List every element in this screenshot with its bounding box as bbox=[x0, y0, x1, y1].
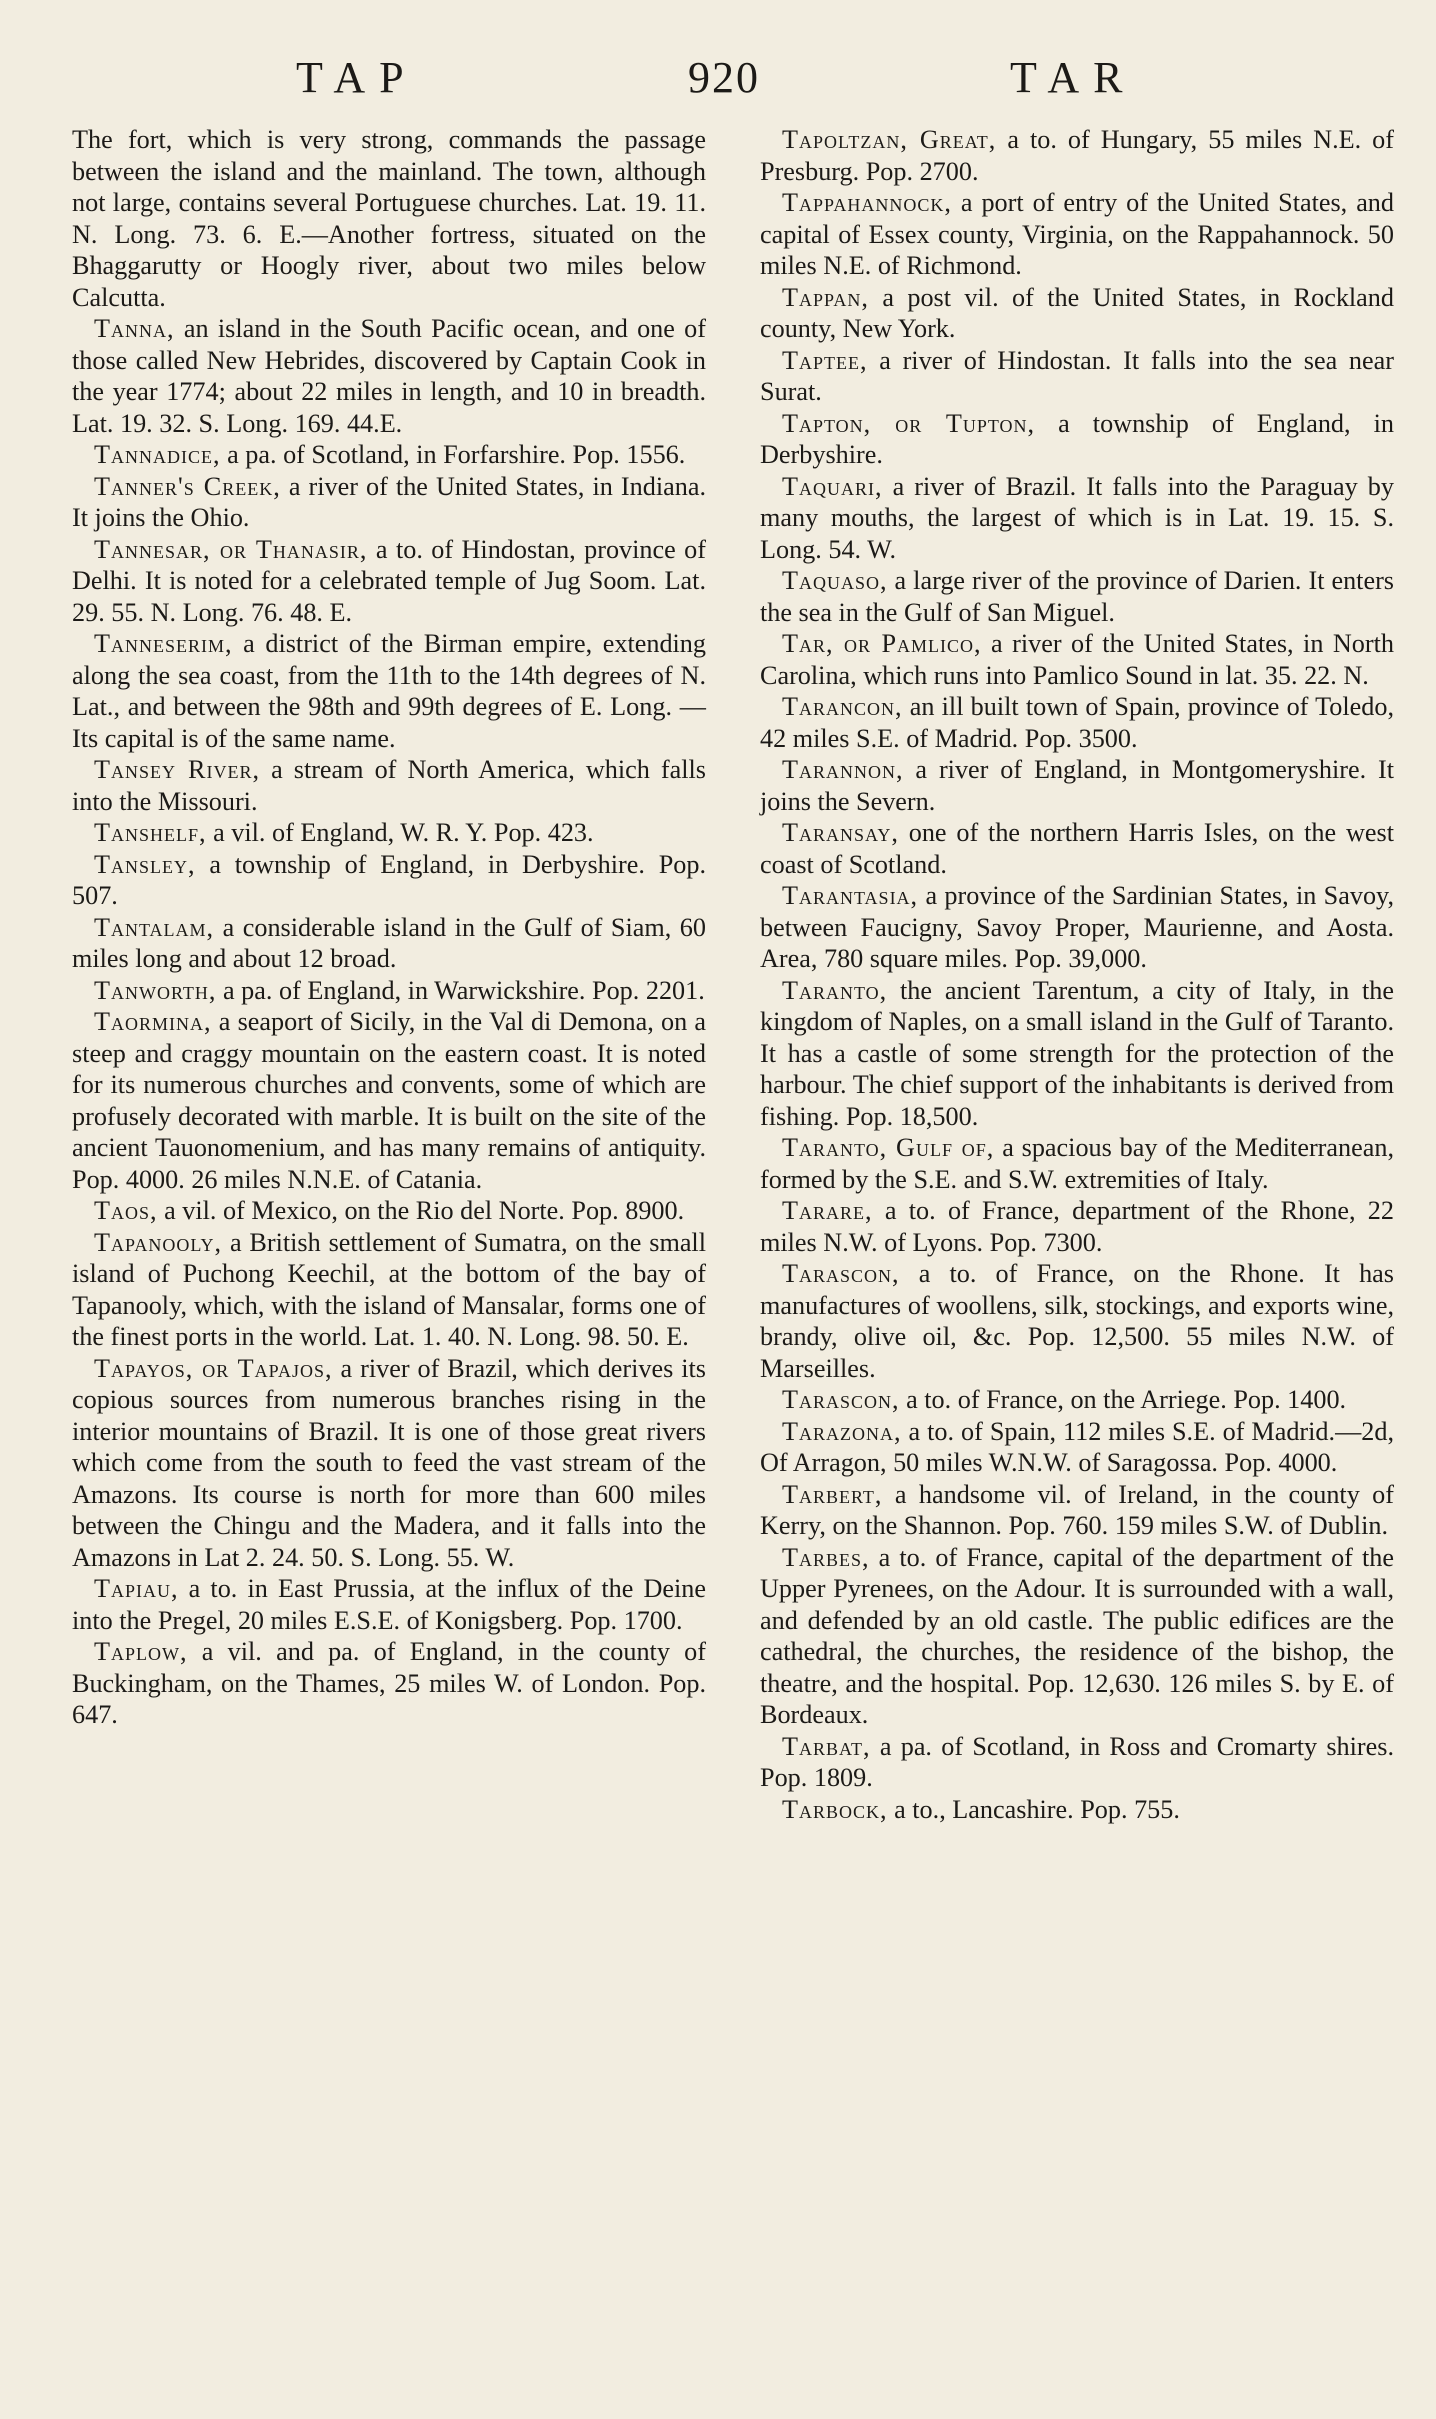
entry-headword: Taranto, bbox=[782, 975, 888, 1005]
gazetteer-entry bbox=[72, 1573, 706, 1636]
gazetteer-entry bbox=[760, 1479, 1394, 1542]
entry-text: a river of Hindostan. It falls into the sea near Surat. bbox=[760, 345, 1394, 406]
entry-text: a vil. and pa. of England, in the county of Buckingham, on the Thames, 25 miles W. of London. Pop. 647. bbox=[72, 1637, 706, 1729]
entry-headword: Tarazona, bbox=[782, 1416, 902, 1446]
entry-text: a seaport of Sicily, in the Val di Demona, on a steep and craggy mountain on the eastern coast. It is noted for its numerous churches and convents, some of which are profusely decorated with marble. It is built on the site of the ancient Tauonomenium, and has many remains of antiquity. Pop. 4000. 26 miles N.N.E. of Catania. bbox=[72, 1007, 706, 1194]
entry-headword: Tansley, bbox=[94, 849, 196, 879]
entry-text: a vil. of Mexico, on the Rio del Norte. Pop. 8900. bbox=[157, 1196, 685, 1225]
entry-headword: Tannadice, bbox=[94, 440, 221, 469]
entry-headword: Tapoltzan, Great, bbox=[782, 125, 997, 154]
entry-headword: Taplow, bbox=[94, 1637, 188, 1666]
entry-text: a township of England, in Derbyshire. bbox=[760, 408, 1394, 469]
gazetteer-entry bbox=[760, 975, 1394, 1133]
entry-headword: Taquari, bbox=[782, 471, 883, 501]
entry-text: a vil. of England, W. R. Y. Pop. 423. bbox=[206, 818, 594, 847]
entry-text: a to. of France, department of the Rhone, 22 miles N.W. of Lyons. Pop. 7300. bbox=[760, 1196, 1394, 1257]
gazetteer-entry bbox=[760, 187, 1394, 282]
gazetteer-entry bbox=[72, 124, 706, 313]
gazetteer-entry bbox=[760, 817, 1394, 880]
gazetteer-entry bbox=[760, 1794, 1394, 1826]
entry-text: a pa. of England, in Warwickshire. Pop. 2201. bbox=[216, 975, 705, 1005]
entry-headword: Taquaso, bbox=[782, 566, 888, 595]
entry-text: a river of England, in Montgomeryshire. It joins the Severn. bbox=[760, 755, 1394, 816]
entry-text: a spacious bay of the Mediterranean, formed by the S.E. and S.W. extremities of Italy. bbox=[760, 1133, 1394, 1194]
entry-text: a to. of France, capital of the department of the Upper Pyrenees, on the Adour. It is surrounded with a wall, and defended by an old castle. The public edifices are the cathedral, the churches, the residence of the bishop, the theatre, and the hospital. Pop. 12,630. 126 miles S. by E. of Bordeaux. bbox=[760, 1542, 1394, 1729]
entry-headword: Tapton, or Tupton, bbox=[782, 408, 1036, 438]
entry-headword: Taranto, Gulf of, bbox=[782, 1133, 995, 1162]
entry-text: a considerable island in the Gulf of Siam, 60 miles long and about 12 broad. bbox=[72, 912, 706, 973]
gazetteer-entry bbox=[72, 439, 706, 471]
entry-text: a handsome vil. of Ireland, in the county of Kerry, on the Shannon. Pop. 760. 159 miles S.W. of Dublin. bbox=[760, 1479, 1394, 1540]
entry-text: the ancient Tarentum, a city of Italy, in the kingdom of Naples, on a small island in the Gulf of Taranto. It has a castle of some strength for the protection of the harbour. The chief support of the inhabitants is derived from fishing. Pop. 18,500. bbox=[760, 975, 1394, 1131]
entry-text: The fort, which is very strong, commands the passage between the island and the mainland. The town, although not large, contains several Portuguese churches. Lat. 19. 11. N. Long. 73. 6. E.—Another fortress, situated on the Bhaggarutty or Hoogly river, about two miles below Calcutta. bbox=[72, 125, 706, 312]
entry-headword: Tarare, bbox=[782, 1196, 873, 1225]
entry-text: one of the northern Harris Isles, on the west coast of Scotland. bbox=[760, 818, 1394, 879]
gazetteer-entry bbox=[72, 817, 706, 849]
gazetteer-entry bbox=[760, 345, 1394, 408]
gazetteer-entry bbox=[760, 124, 1394, 187]
entry-text: a province of the Sardinian States, in Savoy, between Faucigny, Savoy Proper, Maurienne, and Aosta. Area, 780 square miles. Pop. 39,000. bbox=[760, 881, 1394, 973]
entry-text: a large river of the province of Darien. It enters the sea in the Gulf of San Miguel. bbox=[760, 566, 1394, 627]
entry-headword: Tapanooly, bbox=[94, 1227, 223, 1257]
gazetteer-entry bbox=[72, 975, 706, 1007]
entry-text: a to. in East Prussia, at the influx of the Deine into the Pregel, 20 miles E.S.E. of Konigsberg. Pop. 1700. bbox=[72, 1574, 706, 1635]
gazetteer-entry bbox=[72, 1006, 706, 1195]
gazetteer-entry bbox=[760, 565, 1394, 628]
entry-text: a river of the United States, in Indiana. It joins the Ohio. bbox=[72, 471, 706, 532]
entry-headword: Tarascon, bbox=[782, 1385, 900, 1414]
entry-headword: Tapiau, bbox=[94, 1574, 179, 1603]
entry-text: a river of Brazil. It falls into the Paraguay by many mouths, the largest of which is in Lat. 19. 15. S. Long. 54. W. bbox=[760, 471, 1394, 564]
entry-headword: Tanworth, bbox=[94, 975, 217, 1005]
gazetteer-entry bbox=[760, 628, 1394, 691]
page-number: 920 bbox=[688, 53, 760, 102]
gazetteer-entry bbox=[760, 1195, 1394, 1258]
entry-headword: Taos, bbox=[94, 1196, 158, 1225]
entry-text: a port of entry of the United States, and capital of Essex county, Virginia, on the Rappahannock. 50 miles N.E. of Richmond. bbox=[760, 188, 1394, 280]
gazetteer-entry bbox=[760, 691, 1394, 754]
entry-text: a pa. of Scotland, in Ross and Cromarty shires. Pop. 1809. bbox=[760, 1731, 1394, 1792]
entry-text: a pa. of Scotland, in Forfarshire. Pop. 1556. bbox=[220, 440, 686, 469]
entry-headword: Tanna, bbox=[94, 314, 175, 343]
entry-text: a to. of France, on the Rhone. It has manufactures of woollens, silk, stockings, and exports wine, brandy, olive oil, &c. Pop. 12,500. 55 miles N.W. of Marseilles. bbox=[760, 1259, 1394, 1383]
gazetteer-entry bbox=[760, 880, 1394, 975]
entry-text: a to. of Spain, 112 miles S.E. of Madrid.—2d, Of Arragon, 50 miles W.N.W. of Saragossa. Pop. 4000. bbox=[760, 1416, 1394, 1477]
entry-headword: Tappahannock, bbox=[782, 188, 952, 217]
entry-headword: Tanner's Creek, bbox=[94, 471, 281, 501]
header-left-guide-word: TAP bbox=[296, 53, 418, 102]
gazetteer-entry bbox=[72, 1227, 706, 1353]
gazetteer-entry bbox=[760, 282, 1394, 345]
gazetteer-entry bbox=[72, 1195, 706, 1227]
gazetteer-entry bbox=[72, 534, 706, 629]
entry-text: a British settlement of Sumatra, on the small island of Puchong Keechil, at the bottom of the bay of Tapanooly, which, with the island of Mansalar, forms one of the finest ports in the world. Lat. 1. 40. N. Long. 98. 50. E. bbox=[72, 1227, 706, 1351]
entry-headword: Tarannon, bbox=[782, 755, 904, 784]
entry-headword: Taormina, bbox=[94, 1007, 212, 1036]
entry-headword: Tarancon, bbox=[782, 692, 903, 721]
gazetteer-entry bbox=[760, 1384, 1394, 1416]
entry-headword: Tapayos, or Tapajos, bbox=[94, 1353, 333, 1383]
entry-text: an island in the South Pacific ocean, and one of those called New Hebrides, discovered by Captain Cook in the year 1774; about 22 miles in length, and 10 in breadth. Lat. 19. 32. S. Long. 169. 44.E. bbox=[72, 314, 706, 438]
entry-headword: Tannesar, or Thanasir, bbox=[94, 534, 368, 564]
entry-headword: Tarantasia, bbox=[782, 881, 919, 910]
entry-headword: Tansey River, bbox=[94, 755, 261, 784]
entry-text: a river of Brazil, which derives its copious sources from numerous branches rising in the interior mountains of Brazil. It is one of those great rivers which come from the south to feed the vast stream of the Amazons. Its course is north for more than 600 miles between the Chingu and the Madera, and it falls into the Amazons in Lat 2. 24. 50. S. Long. 55. W. bbox=[72, 1353, 706, 1572]
entry-headword: Tanshelf, bbox=[94, 818, 207, 847]
entry-text: a river of the United States, in North Carolina, which runs into Pamlico Sound in lat. 35. 22. N. bbox=[760, 629, 1394, 690]
gazetteer-entry bbox=[760, 408, 1394, 471]
entry-text: an ill built town of Spain, province of Toledo, 42 miles S.E. of Madrid. Pop. 3500. bbox=[760, 692, 1394, 753]
entry-headword: Taransay, bbox=[782, 818, 899, 847]
gazetteer-entry bbox=[72, 628, 706, 754]
entry-text: a to. of Hindostan, province of Delhi. It is noted for a celebrated temple of Jug Soom. Lat. 29. 55. N. Long. 76. 48. E. bbox=[72, 534, 706, 627]
gazetteer-entry bbox=[760, 1416, 1394, 1479]
gazetteer-entry bbox=[760, 1731, 1394, 1794]
entry-headword: Tarbock, bbox=[782, 1794, 888, 1824]
right-column bbox=[760, 124, 1394, 1825]
gazetteer-entry bbox=[72, 471, 706, 534]
entry-headword: Tarbert, bbox=[782, 1479, 883, 1509]
entry-headword: Tarbat, bbox=[782, 1731, 871, 1761]
entry-headword: Tanneserim, bbox=[94, 629, 233, 658]
entry-text: a township of England, in Derbyshire. Pop. 507. bbox=[72, 849, 706, 910]
gazetteer-entry bbox=[760, 1542, 1394, 1731]
entry-text: a to. of Hungary, 55 miles N.E. of Presburg. Pop. 2700. bbox=[760, 125, 1394, 186]
entry-headword: Tar, or Pamlico, bbox=[782, 629, 982, 658]
left-column bbox=[72, 124, 706, 1731]
gazetteer-entry bbox=[72, 849, 706, 912]
entry-text: a to., Lancashire. Pop. 755. bbox=[887, 1794, 1180, 1824]
gazetteer-entry bbox=[72, 1353, 706, 1574]
entry-text: a post vil. of the United States, in Rockland county, New York. bbox=[760, 282, 1394, 343]
entry-headword: Tarascon, bbox=[782, 1259, 900, 1288]
gazetteer-entry bbox=[72, 912, 706, 975]
gazetteer-entry bbox=[760, 1258, 1394, 1384]
entry-text: a district of the Birman empire, extending along the sea coast, from the 11th to the 14th degrees of N. Lat., and between the 98th and 99th degrees of E. Long. —Its capital is of the same name. bbox=[72, 629, 706, 753]
gazetteer-entry bbox=[72, 1636, 706, 1731]
gazetteer-entry bbox=[72, 313, 706, 439]
gazetteer-entry bbox=[760, 1132, 1394, 1195]
running-header bbox=[60, 52, 1400, 112]
gazetteer-entry bbox=[760, 754, 1394, 817]
gazetteer-entry bbox=[760, 471, 1394, 566]
entry-headword: Tarbes, bbox=[782, 1542, 870, 1572]
entry-headword: Tantalam, bbox=[94, 912, 215, 942]
header-right-guide-word: TAR bbox=[1010, 53, 1137, 102]
entry-text: a to. of France, on the Arriege. Pop. 1400. bbox=[899, 1385, 1347, 1414]
gazetteer-entry bbox=[72, 754, 706, 817]
entry-headword: Tappan, bbox=[782, 282, 869, 312]
entry-text: a stream of North America, which falls into the Missouri. bbox=[72, 755, 706, 816]
entry-headword: Taptee, bbox=[782, 345, 868, 375]
